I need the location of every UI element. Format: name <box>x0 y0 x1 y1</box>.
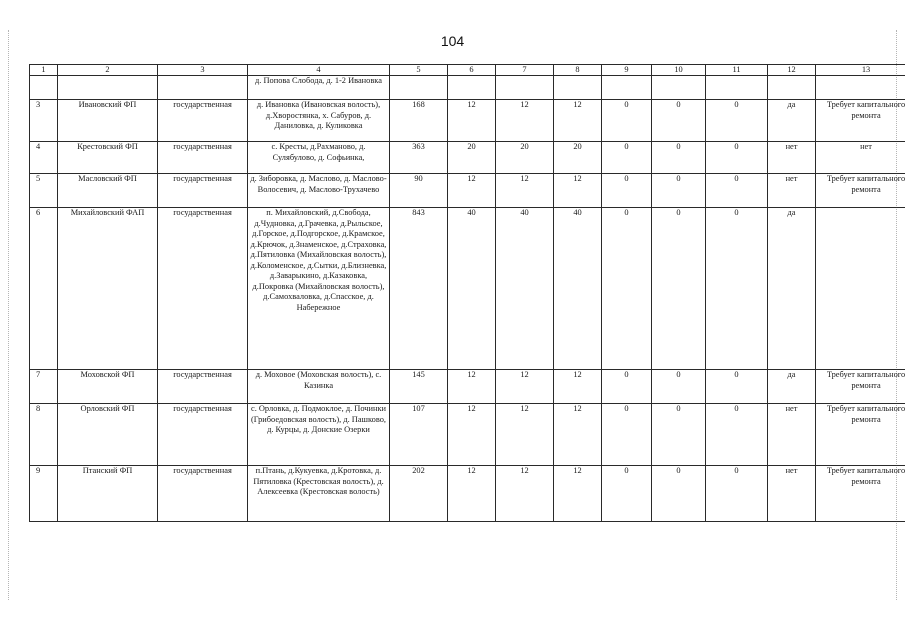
col-6-cell: 12 <box>448 370 496 404</box>
col-12-cell: нет <box>768 174 816 208</box>
row-number-cell: 7 <box>30 370 58 404</box>
remarks-cell: Требует капитального ремонта <box>816 100 905 142</box>
table-row <box>30 174 905 208</box>
header-cell: 6 <box>448 65 496 76</box>
ownership-cell: государственная <box>158 174 248 208</box>
col-12-cell: нет <box>768 142 816 174</box>
remarks-cell: нет <box>816 142 905 174</box>
col-7-cell: 12 <box>496 404 554 466</box>
header-cell: 8 <box>554 65 602 76</box>
table-row <box>30 404 905 466</box>
settlements-cell: д. Ивановка (Ивановская волость), д.Хворостянка, х. Сабуров, д. Даниловка, д. Куликовка <box>248 100 390 142</box>
table-row <box>30 208 905 370</box>
row-number-cell: 9 <box>30 466 58 522</box>
row-number-cell: 3 <box>30 100 58 142</box>
header-cell: 10 <box>652 65 706 76</box>
col-8-cell: 40 <box>554 208 602 370</box>
header-cell: 12 <box>768 65 816 76</box>
col-6-cell: 12 <box>448 100 496 142</box>
col-7-cell: 12 <box>496 466 554 522</box>
settlements-cell: п. Михайловский, д.Свобода, д.Чудновка, д.Грачевка, д.Рыльское, д.Горское, д.Подгорское, д.Крамское, д.Крючок, д.Знаменское, д.Страховка, д.Пятиловка (Михайловская волость), д.Коломенское, д.Сытки, д.Близневка, д.Заварыкино, д.Казаковка, д.Покровка (Михайловская волость), д.Самохваловка, д.Спасское, д. Набережное <box>248 208 390 370</box>
facility-name-cell: Орловский ФП <box>58 404 158 466</box>
col-9-cell: 0 <box>602 370 652 404</box>
col-12-cell: да <box>768 208 816 370</box>
facility-name-cell: Крестовский ФП <box>58 142 158 174</box>
col-9-cell: 0 <box>602 174 652 208</box>
facility-name-cell: Ивановский ФП <box>58 100 158 142</box>
col-8-cell: 12 <box>554 466 602 522</box>
header-cell: 3 <box>158 65 248 76</box>
page-number: 104 <box>440 33 465 49</box>
header-cell: 13 <box>816 65 905 76</box>
col-11-cell: 0 <box>706 370 768 404</box>
facility-name-cell: Михайловский ФАП <box>58 208 158 370</box>
facility-name-cell: Моховской ФП <box>58 370 158 404</box>
col-11-cell: 0 <box>706 404 768 466</box>
population-cell: 363 <box>390 142 448 174</box>
col-8-cell: 20 <box>554 142 602 174</box>
population-cell: 145 <box>390 370 448 404</box>
ownership-cell: государственная <box>158 208 248 370</box>
facility-name-cell: Масловский ФП <box>58 174 158 208</box>
remarks-cell: Требует капитального ремонта <box>816 404 905 466</box>
col-7-cell: 12 <box>496 370 554 404</box>
col-11-cell: 0 <box>706 142 768 174</box>
col-8-cell: 12 <box>554 370 602 404</box>
remarks-cell: Требует капитального ремонта <box>816 370 905 404</box>
col-10-cell: 0 <box>652 404 706 466</box>
col-6-cell: 40 <box>448 208 496 370</box>
col-12-cell: да <box>768 370 816 404</box>
settlements-cell: д. Моховое (Моховская волость), с. Казинка <box>248 370 390 404</box>
col-10-cell: 0 <box>652 142 706 174</box>
col-6-cell: 12 <box>448 404 496 466</box>
table-body <box>30 76 905 522</box>
header-cell: 1 <box>30 65 58 76</box>
col-12-cell: да <box>768 100 816 142</box>
col-8-cell: 12 <box>554 174 602 208</box>
row-number-cell: 6 <box>30 208 58 370</box>
data-table <box>29 64 905 522</box>
header-row <box>30 65 905 76</box>
continuation-row <box>30 76 905 100</box>
col-10-cell: 0 <box>652 208 706 370</box>
facility-name-cell: Птанский ФП <box>58 466 158 522</box>
population-cell: 168 <box>390 100 448 142</box>
col-6-cell: 20 <box>448 142 496 174</box>
col-9-cell: 0 <box>602 142 652 174</box>
ownership-cell: государственная <box>158 100 248 142</box>
col-8-cell: 12 <box>554 404 602 466</box>
left-margin-dots <box>8 30 9 600</box>
col-10-cell: 0 <box>652 100 706 142</box>
remarks-cell <box>816 208 905 370</box>
settlements-cell: п.Птань, д.Кукуевка, д.Кротовка, д. Пятиловка (Крестовская волость), д. Алексеевка (Крестовская волость) <box>248 466 390 522</box>
col-6-cell: 12 <box>448 174 496 208</box>
remarks-cell: Требует капитального ремонта <box>816 466 905 522</box>
population-cell: 202 <box>390 466 448 522</box>
settlements-cell: д. Зиборовка, д. Маслово, д. Маслово-Волосевич, д. Маслово-Трухачево <box>248 174 390 208</box>
ownership-cell: государственная <box>158 466 248 522</box>
table-row <box>30 142 905 174</box>
col-9-cell: 0 <box>602 100 652 142</box>
header-cell: 11 <box>706 65 768 76</box>
continuation-settlements: д. Попова Слобода, д. 1-2 Ивановка <box>248 76 390 100</box>
table-row <box>30 466 905 522</box>
col-7-cell: 20 <box>496 142 554 174</box>
settlements-cell: с. Кресты, д.Рахманово, д. Сулябулово, д. Софьинка, <box>248 142 390 174</box>
col-11-cell: 0 <box>706 174 768 208</box>
settlements-cell: с. Орловка, д. Подмоклое, д. Починки (Грибоедовская волость), д. Пашково, д. Курцы, д. Донские Озерки <box>248 404 390 466</box>
col-12-cell: нет <box>768 466 816 522</box>
col-9-cell: 0 <box>602 208 652 370</box>
header-cell: 7 <box>496 65 554 76</box>
table-row <box>30 100 905 142</box>
header-cell: 4 <box>248 65 390 76</box>
col-11-cell: 0 <box>706 208 768 370</box>
row-number-cell: 8 <box>30 404 58 466</box>
population-cell: 843 <box>390 208 448 370</box>
col-11-cell: 0 <box>706 466 768 522</box>
col-10-cell: 0 <box>652 174 706 208</box>
col-12-cell: нет <box>768 404 816 466</box>
col-6-cell: 12 <box>448 466 496 522</box>
header-cell: 5 <box>390 65 448 76</box>
table-row <box>30 370 905 404</box>
col-9-cell: 0 <box>602 404 652 466</box>
col-7-cell: 12 <box>496 100 554 142</box>
col-10-cell: 0 <box>652 466 706 522</box>
row-number-cell: 4 <box>30 142 58 174</box>
col-10-cell: 0 <box>652 370 706 404</box>
col-7-cell: 12 <box>496 174 554 208</box>
remarks-cell: Требует капитального ремонта <box>816 174 905 208</box>
row-number-cell: 5 <box>30 174 58 208</box>
ownership-cell: государственная <box>158 142 248 174</box>
col-9-cell: 0 <box>602 466 652 522</box>
header-cell: 9 <box>602 65 652 76</box>
col-11-cell: 0 <box>706 100 768 142</box>
col-7-cell: 40 <box>496 208 554 370</box>
col-8-cell: 12 <box>554 100 602 142</box>
ownership-cell: государственная <box>158 370 248 404</box>
population-cell: 107 <box>390 404 448 466</box>
population-cell: 90 <box>390 174 448 208</box>
header-cell: 2 <box>58 65 158 76</box>
ownership-cell: государственная <box>158 404 248 466</box>
